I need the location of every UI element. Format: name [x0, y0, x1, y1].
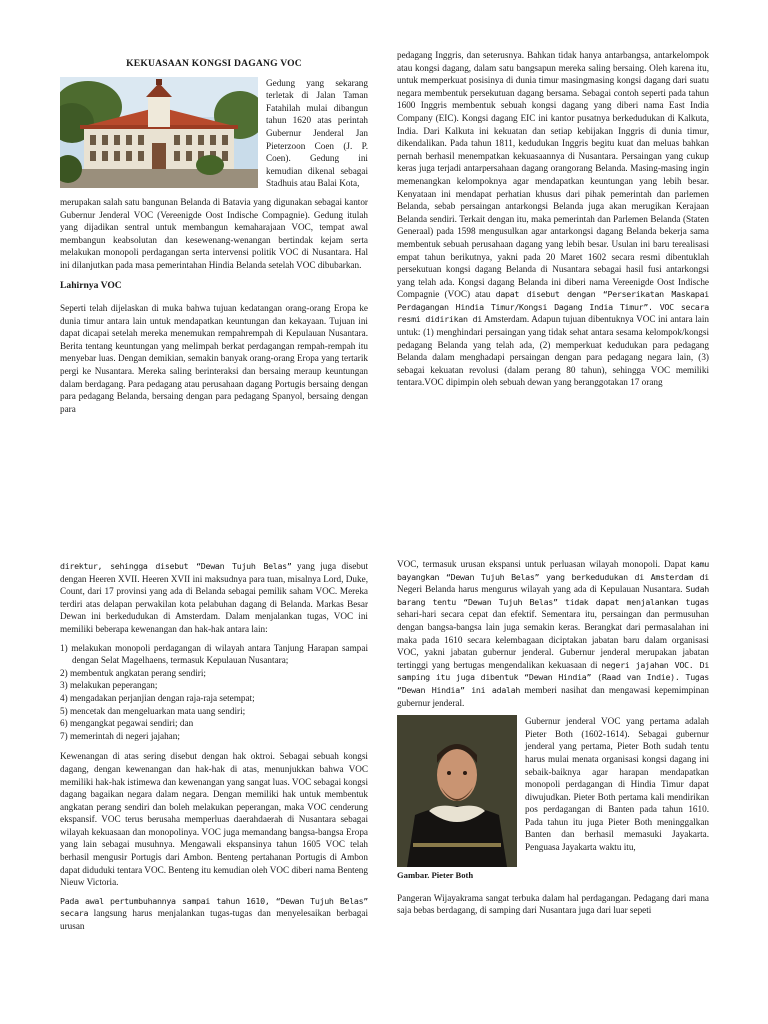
odd-text-1: kamu bayangkan “Dewan Tujuh Belas” yang berkedudukan di Amsterdam di: [397, 559, 709, 582]
oktroi-list: [60, 642, 368, 743]
pieter-both-portrait: [397, 715, 517, 890]
list-item: 3) melakukan peperangan;: [60, 680, 158, 691]
stadhuis-building-image: [60, 77, 258, 188]
text-span: VOC, termasuk urusan ekspansi untuk perluasan wilayah monopoli. Dapat: [397, 559, 687, 569]
lahirnya-paragraph: Seperti telah dijelaskan di muka bahwa tujuan kedatangan orang-orang Eropa ke dunia timur antara lain untuk mendapatkan keuntungan dan kekayaan. Tujuan ini dapat dicapai setelah mereka menemukan rempahrempah di Kepulauan Nusantara. Berita tentang keuntungan yang melimpah berkat perdagangan rempah-rempah itu menyebar luas. Dengan demikian, semakin banyak orang-orang Eropa yang tertarik pergi ke Nusantara. Mereka saling berinteraksi dan bersaing meraup keuntungan dalam berdagang. Para pedagang atau perusahaan dagang Portugis bersaing dengan para pedagang Belanda, bersaing dengan para pedagang Spanyol, bersaing dengan para: [60, 303, 368, 414]
awal-odd-text: Pada awal pertumbuhannya sampai tahun 1610, “Dewan Tujuh Belas” secara: [60, 895, 368, 919]
list-item: 2) membentuk angkatan perang sendiri;: [60, 667, 206, 678]
eic-paragraph: pedagang Inggris, dan seterusnya. Bahkan tidak hanya antarbangsa, antarkelompok atau kongsi dagang, dalam satu bangsapun mereka saling bersaing. Oleh karena itu, untuk memperkuat posisinya di dunia timur masingmasing kongsi dagang dari suatu negara membentuk persekutuan dagang bersama. Sebagai contoh seperti pada tahun 1600 Inggris membentuk sebuah kongsi dagang yang diberi nama East India Company (EIC). Kongsi dagang EIC ini kantor pusatnya berkedudukan di Kalkuta, India. Dari Kalkuta ini kekuatan dan setiap kebijakan Inggris di dunia timur, dikendalikan. Pada tahun 1811, kedudukan Inggris begitu kuat dan meluas bahkan pernah berhasil menempatkan kekuasaannya di Nusantara. Persaingan yang cukup keras juga terjadi antarpersahaan dagang orangorang Belanda. Masing-masing ingin memenangkan kelompoknya agar mendapatkan keuntungan yang lebih besar. Kenyataan ini mendapat perhatian khusus dari pihak pemerintah dan parlemen Belanda, sebab persaingan antarkongsi Belanda juga akan merugikan Kerajaan Belanda sendiri. Terkait dengan itu, maka pemerintah dan Parlemen Belanda (Staten Generaal) pada 1598 mengusulkan agar antarkongsi dagang Belanda bekerja sama membentuk sebuah perusahaan dagang yang lebih besar. Usulan ini baru terealisasi empat tahun berikutnya, yakni pada 20 Maret 1602 secara resmi dibentuklah persekutuan kongsi dagang Belanda di Nusantara sebagai hasil fusi antarkongsi yang telah ada. Kongsi dagang Belanda ini diberi nama Vereenigde Oost Indische Compagnie (VOC) atau: [397, 50, 709, 300]
right-column-top: [397, 49, 709, 389]
text-span: memberi nasihat dan mengawasi kepemimpinan gubernur jenderal.: [397, 684, 709, 708]
left-column-top: [60, 58, 368, 421]
list-item: 7) memerintah di negeri jajahan;: [60, 730, 180, 741]
stadhuis-photo: [60, 77, 258, 188]
intro-rest-text: merupakan salah satu bangunan Belanda di Batavia yang digunakan sebagai kantor Gubernur Jenderal VOC (Vereenigde Oost Indische Compagnie). Gedung itulah yang dijadikan sentral untuk membangun kemaharajaan VOC, tempat awal membangun keabsolutan dan kesewenang-wenangan bertindak kejam serta melakukan monopoli perdagangan serta intervensi politik VOC di Nusantara. Hal ini dilanjutkan pada masa pemerintahan Hindia Belanda setelah VOC dibubarkan.: [60, 196, 368, 270]
portrait-block: [397, 715, 709, 892]
article-title: KEKUASAAN KONGSI DAGANG VOC: [126, 58, 302, 69]
heeren-text: yang juga disebut dengan Heeren XVII. Heeren XVII ini maksudnya para tuan, misalnya Lord, Duke, Count, dari 17 provinsi yang ada di Belanda sebagai pemilik saham VOC. Mereka terdiri atas delapan perwakilan kota pelabuhan dagang di Belanda. Markas Besar Dewan ini berkedudukan di Amsterdam. Dalam menjalankan tugas, VOC ini memiliki beberapa kewenangan dan hak-hak antara lain:: [60, 561, 369, 634]
right-column-bottom: [397, 558, 709, 923]
portrait-image: [397, 715, 517, 867]
dewan-intro-paragraph: [60, 560, 368, 636]
list-item: 6) mengangkat pegawai sendiri; dan: [60, 718, 194, 729]
voc-name-odd-text: dapat disebut dengan “Perserikatan Maskapai Perdagangan Hindia Timur/Kongsi Dagang India Timur”. VOC secara resmi didirikan di: [397, 289, 709, 325]
list-item: 5) mencetak dan mengeluarkan mata uang sendiri;: [60, 705, 246, 716]
gubernur-jenderal-paragraph: [397, 558, 709, 709]
dewan-odd-text: direktur, sehingga disebut “Dewan Tujuh Belas”: [60, 561, 292, 571]
odd-text-3: negeri jajahan VOC. Di samping itu juga dibentuk “Dewan Hindia” (Raad van Indie). Tugas “Dewan Hindia” ini adalah: [397, 659, 710, 695]
awal-pertumbuhan-paragraph: [60, 895, 368, 933]
portrait-caption: Gambar. Pieter Both: [397, 870, 474, 881]
oktroi-paragraph: Kewenangan di atas sering disebut dengan hak oktroi. Sebagai sebuah kongsi dagang, dengan kewenangan dan hak-hak di atas, menunjukkan bahwa VOC memiliki hak-hak istimewa dan kewenangan yang sangat luas. VOC sebagai kongsi dagang bagaikan negara dalam negara. Dengan memiliki hak untuk membentuk angkatan perang sendiri dan boleh melakukan peperangan, maka VOC cenderung ekspansif. VOC terus berusaha memperluas daerahdaerah di Nusantara sebagai wilayah kekuasaan dan monopolinya. VOC juga memandang bangsa-bangsa Eropa yang lain sebagai musuhnya. Mengawali ekspansinya tahun 1605 VOC telah berhasil mengusir Portugis dari Ambon. Benteng pertahanan Portugis di Ambon dapat diduduki tentara VOC. Benteng itu kemudian oleh VOC diberi nama Benteng Nieuw Victoria.: [60, 751, 368, 888]
text-span: sehari-hari secara cepat dan efektif. Sementara itu, persaingan dan permusuhan dengan bangsa-bangsa lain juga semakin keras. Berangkat dari permasalahan ini maka pada 1610 secara kelembagaan diciptakan jabatan baru dalam organisasi VOC, yakni jabatan gubernur jenderal. Gubernur jenderal merupakan jabatan tertinggi yang bertugas mengendalikan kekuasaan di: [397, 609, 709, 670]
odd-text-2: Sudah barang tentu “Dewan Tujuh Belas” tidak dapat menjalankan tugas: [397, 584, 709, 607]
left-column-bottom: [60, 560, 368, 939]
heading-lahirnya-voc: Lahirnya VOC: [60, 279, 122, 291]
list-item: 1) melakukan monopoli perdagangan di wilayah antara Tanjung Harapan sampai dengan Selat Magelhaens, termasuk Kepulauan Nusantara;: [60, 642, 368, 666]
voc-purpose-text: Amsterdam. Adapun tujuan dibentuknya VOC ini antara lain untuk: (1) menghindari persaingan yang tidak sehat antara sesama kelompok/kongsi pedagang Belanda yang telah ada, (2) memperkuat kedudukan para pedagang Belanda dalam menghadapi persaingan dengan para pedagang negara lain, (3) sebagai kekuatan revolusi (dalam perang 80 tahun), sehingga VOC memiliki tentara.VOC dipimpin oleh sebuah dewan yang beranggotakan 17 orang: [397, 314, 709, 388]
page-bottom: [0, 520, 768, 1024]
list-item: 4) mengadakan perjanjian dengan raja-raja setempat;: [60, 692, 255, 703]
intro-wrapped-text: Gedung yang sekarang terletak di Jalan Taman Fatahilah mulai dibangun tahun 1620 atas perintah Gubernur Jenderal Jan Pieterzoon Coen (J. P. Coen). Gedung ini kemudian dikenal sebagai Stadhuis atau Balai Kota,: [266, 77, 368, 189]
text-span: Negeri Belanda harus mengurus wilayah yang ada di Kepulauan Nusantara.: [397, 584, 683, 595]
wijayakrama-paragraph: Pangeran Wijayakrama sangat terbuka dalam hal perdagangan. Pedagang dari mana saja bebas berdagang, di samping dari Nusantara juga dari luar sepeti: [397, 892, 709, 916]
awal-text: langsung harus menjalankan tugas-tugas dan menyelesaikan berbagai urusan: [60, 908, 369, 932]
pieter-both-paragraph: Gubernur jenderal VOC yang pertama adalah Pieter Both (1602-1614). Sebagai gubernur jenderal yang pertama, Pieter Both sudah tentu harus mulai menata organisasi kongsi dagang ini sebaik-baiknya agar harapan mendapatkan monopoli perdagangan di Hindia Timur dapat diwujudkan. Pieter Both pertama kali mendirikan pos perdagangan di Banten pada tahun 1610. Pada tahun itu juga Pieter Both meninggalkan Banten dan berhasil memasuki Jayakarta. Penguasa Jayakarta waktu itu,: [525, 716, 709, 853]
